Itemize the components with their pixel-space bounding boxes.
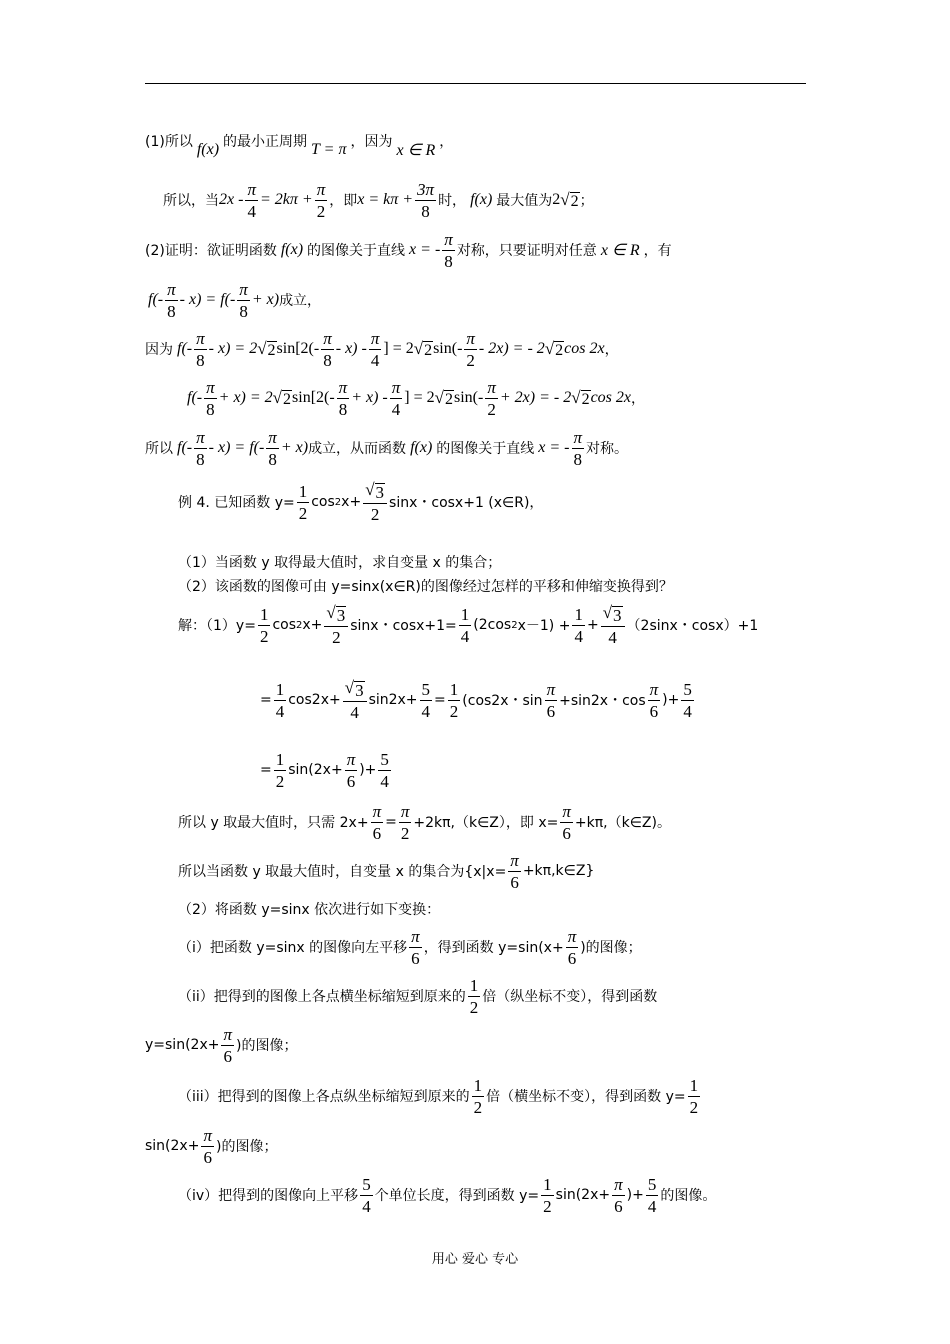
math: x = - <box>538 439 570 456</box>
transform-ii-cont: y=sin(2x+ $\frac{\pi}{6}$ )的图像； <box>145 1024 298 1066</box>
line-6: f(- $\frac{\pi}{8}$ + x) = 2 √ 2 sin[2(- $\frac{\pi}{8}$ + x) - $\frac{\pi}{4}$ ] = 2 √ 2 sin(- $\frac{\pi}{2}$ + 2x) = - 2 √ 2 cos 2x ， <box>187 377 645 419</box>
math: f(x) <box>470 191 493 208</box>
text: 对称，只要证明对任意 <box>456 243 597 259</box>
text: ，即 <box>329 193 358 209</box>
math: + 2x) = - 2 <box>499 389 572 406</box>
text: 例 4. 已知函数 y= <box>178 495 295 511</box>
line-4: f(- $\frac{\pi}{8}$ - x) = f(- $\frac{\pi}{8}$ + x) 成立， <box>148 279 322 321</box>
math: sin(- <box>454 389 484 406</box>
math: + x) <box>280 439 309 456</box>
text: 因为 <box>145 342 173 358</box>
text: 时， <box>438 193 467 209</box>
transform-intro: （2）将函数 y=sinx 依次进行如下变换： <box>178 902 441 918</box>
max-condition-line: 所以 y 取最大值时，只需 2x+ $\frac{\pi}{6}$ = $\frac{\pi}{2}$ +2kπ,（k∈Z），即 x= $\frac{\pi}{6}$ +kπ,（k∈Z)。 <box>178 801 671 843</box>
math: - x) = f(- <box>179 291 236 308</box>
math: + x) <box>251 291 280 308</box>
question-2: （2）该函数的图像可由 y=sinx(x∈R)的图像经过怎样的平移和伸缩变换得到？ <box>178 579 673 595</box>
math: - x) = 2 <box>208 340 258 357</box>
example-4-line: 例 4. 已知函数 y= $\frac{1}{2}$ cos 2 x+ √ 3 2 sinx・cosx+1 (x∈R)， <box>178 480 544 524</box>
text: 的图像关于直线 <box>307 243 406 259</box>
text: ，因为 <box>350 134 393 150</box>
math: + x) = 2 <box>218 389 273 406</box>
text: 最大值为 <box>496 193 553 209</box>
math: f(- <box>177 340 193 357</box>
math: = 2kπ + <box>259 191 313 208</box>
math: - x) = f(- <box>208 439 265 456</box>
math: ] = 2 <box>404 389 435 406</box>
math: 2x - <box>219 191 244 208</box>
math: sin(- <box>433 340 463 357</box>
max-set-line: 所以当函数 y 取最大值时，自变量 x 的集合为{x|x= $\frac{\pi}{6}$ +kπ,k∈Z} <box>178 850 595 892</box>
text: 所以，当 <box>163 193 219 209</box>
math: sin[2(- <box>276 340 320 357</box>
text: ， <box>604 342 619 358</box>
transform-iii: （iii）把得到的图像上各点纵坐标缩短到原来的 $\frac{1}{2}$ 倍（横坐标不变），得到函数 y= $\frac{1}{2}$ <box>178 1075 699 1117</box>
math: ] = 2 <box>383 340 414 357</box>
text: 的图像关于直线 <box>436 441 535 457</box>
text: 的最小正周期 <box>223 134 308 150</box>
transform-iv: （iv）把得到的图像向上平移 $\frac{5}{4}$ 个单位长度，得到函数 y= $\frac{1}{2}$ sin(2x+ $\frac{\pi}{6}$ )+ $\frac{5}{4}$ 的图像。 <box>178 1174 717 1216</box>
math: x = kπ + <box>357 191 414 208</box>
page-footer: 用心 爱心 专心 <box>431 1252 519 1267</box>
solution-line-2: = $\frac{1}{4}$ cos2x+ √ 3 4 sin2x+ $\frac{5}{4}$ = $\frac{1}{2}$ (cos2x・sin $\frac{\pi}{6}$ +sin2x・cos $\frac{\pi}{6}$ )+ $\frac{5}{4}$ <box>260 678 692 722</box>
math: - 2x) = - 2 <box>478 340 545 357</box>
text: ； <box>579 193 594 209</box>
text: 对称。 <box>586 441 629 457</box>
math: - x) - <box>335 340 367 357</box>
math: f(- <box>148 291 164 308</box>
text: (1)所以 <box>145 134 193 150</box>
text: ，有 <box>643 243 672 259</box>
math: T = π <box>311 141 347 158</box>
line-5: 因为 f(- $\frac{\pi}{8}$ - x) = 2 √ 2 sin[2(- $\frac{\pi}{8}$ - x) - $\frac{\pi}{4}$ ] = 2 √ 2 sin(- $\frac{\pi}{2}$ - 2x) = - 2 √ 2 cos 2x ， <box>145 328 619 370</box>
math: x ∈ R <box>600 242 640 259</box>
line-3: (2)证明：欲证明函数 f(x) 的图像关于直线 x = - $\frac{\pi}{8}$ 对称，只要证明对任意 x ∈ R ，有 <box>145 229 672 271</box>
math: cos 2x <box>590 389 631 406</box>
text: x+ <box>341 494 362 510</box>
math: x ∈ R <box>396 142 436 159</box>
math: cos 2x <box>564 340 605 357</box>
text: ， <box>439 134 454 150</box>
line-1 <box>145 131 454 159</box>
math: sin[2(- <box>292 389 335 406</box>
transform-i: （i）把函数 y=sinx 的图像向左平移 $\frac{\pi}{6}$ ，得到函数 y=sin(x+ $\frac{\pi}{6}$ )的图像； <box>178 926 642 968</box>
line-2: 所以，当 2x - $\frac{\pi}{4}$ = 2kπ + $\frac{\pi}{2}$ ，即 x = kπ + $\frac{3\pi}{8}$ 时， f(x) 最大值为 2 √ 2 ； <box>163 179 594 221</box>
text: 成立，从而函数 <box>308 441 407 457</box>
math: 2 <box>552 191 561 208</box>
math: f(x) <box>280 241 304 258</box>
math: f(- <box>177 439 193 456</box>
text: (2)证明：欲证明函数 <box>145 243 277 259</box>
line-7: 所以 f(- $\frac{\pi}{8}$ - x) = f(- $\frac{\pi}{8}$ + x) 成立，从而函数 f(x) 的图像关于直线 x = - $\frac{\pi}{8}$ 对称。 <box>145 427 629 469</box>
text: cos <box>311 494 335 510</box>
math: x = - <box>409 241 441 258</box>
math: + x) - <box>351 389 388 406</box>
math: f(- <box>187 389 203 406</box>
text: 成立， <box>279 293 322 309</box>
text: sinx・cosx+1 (x∈R)， <box>389 495 544 511</box>
solution-line-1: 解：（1）y= $\frac{1}{2}$ cos 2 x+ √ 3 2 sinx・cosx+1= $\frac{1}{4}$ (2cos 2 x－1) + $\frac{1}{4}$ + √ 3 4 （2sinx・cosx）+1 <box>178 603 759 647</box>
transform-iii-cont: sin(2x+ $\frac{\pi}{6}$ )的图像； <box>145 1125 278 1167</box>
math: f(x) <box>410 439 433 456</box>
text: ， <box>631 391 645 407</box>
solution-line-3: = $\frac{1}{2}$ sin(2x+ $\frac{\pi}{6}$ )+ $\frac{5}{4}$ <box>260 749 389 791</box>
transform-ii: （ii）把得到的图像上各点横坐标缩短到原来的 $\frac{1}{2}$ 倍（纵坐标不变），得到函数 <box>178 975 658 1017</box>
header-rule <box>145 83 806 84</box>
text: 所以 <box>145 441 173 457</box>
math: f(x) <box>196 141 220 158</box>
question-1: （1）当函数 y 取得最大值时，求自变量 x 的集合； <box>178 555 502 571</box>
